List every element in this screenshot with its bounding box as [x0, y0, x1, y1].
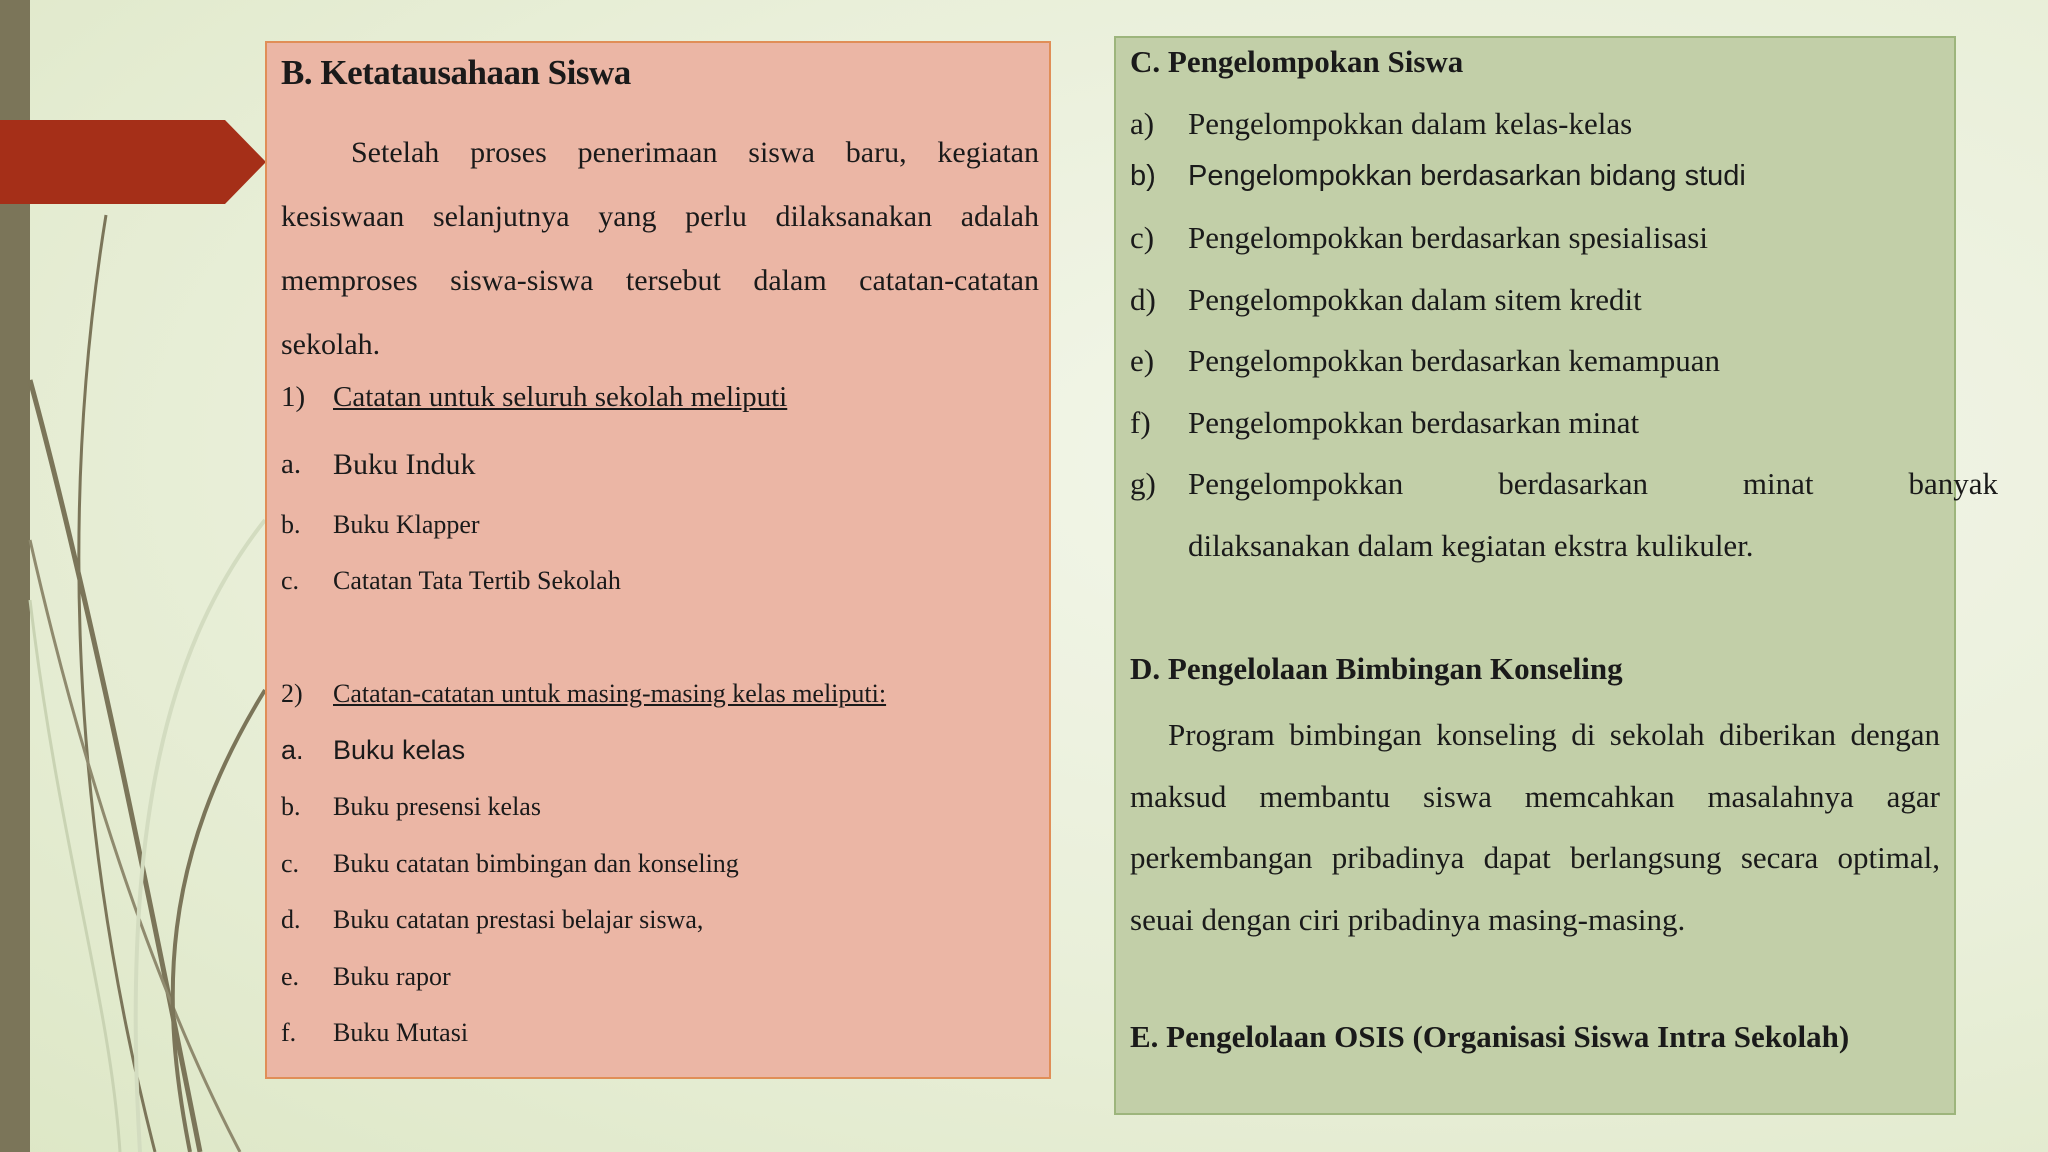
list-1-item-text: Catatan Tata Tertib Sekolah: [333, 566, 621, 595]
list-2-item-label: e.: [281, 962, 300, 991]
list-item-label: g): [1130, 466, 1156, 501]
section-d-title-letter: D: [1130, 651, 1153, 686]
list-2-item-label: a.: [281, 735, 304, 765]
section-b-paragraph-text: Setelah proses penerimaan siswa baru, kegiatan kesiswaan selanjutnya yang perlu dilaksanakan adalah memproses siswa-siswa tersebut dalam catatan-catatan sekolah.: [281, 136, 1039, 361]
list-item-label: f): [1130, 405, 1151, 440]
list-2-item-text: Buku rapor: [333, 962, 451, 991]
list-item-label: d): [1130, 282, 1156, 317]
list-1-number: 1): [281, 381, 306, 413]
section-b-title: B. Ketatausahaan Siswa: [281, 53, 631, 92]
list-item-text: Pengelompokkan berdasarkan bidang studi: [1188, 160, 1746, 192]
list-2-heading: Catatan-catatan untuk masing-masing kelas meliputi:: [333, 679, 887, 708]
list-1-item-label: a.: [281, 448, 302, 480]
list-2-item-text: Buku catatan bimbingan dan konseling: [333, 849, 739, 878]
section-cde-box: [1114, 36, 1998, 1115]
section-e-title: E. Pengelolaan OSIS (Organisasi Siswa Intra Sekolah): [1130, 1019, 1850, 1054]
list-2-item-label: f.: [281, 1018, 297, 1047]
list-item-label: c): [1130, 220, 1155, 255]
list-1-item-label: b.: [281, 510, 301, 539]
section-d-paragraph: [1130, 704, 1940, 950]
list-2-item-text: Buku kelas: [333, 735, 466, 765]
section-d-paragraph-text: Program bimbingan konseling di sekolah diberikan dengan maksud membantu siswa memcahkan masalahnya agar perkembangan pribadinya dapat berlangsung secara optimal, seuai dengan ciri pribadinya masing-masing.: [1130, 717, 1940, 937]
section-d-title-text: . Pengelolaan Bimbingan Konseling: [1152, 651, 1623, 686]
list-2-item-text: Buku catatan prestasi belajar siswa,: [333, 905, 704, 934]
list-item-text: Pengelompokkan berdasarkan kemampuan: [1188, 343, 1720, 378]
list-2-item-label: c.: [281, 849, 300, 878]
list-1-item-text: Buku Klapper: [333, 510, 480, 539]
list-2-item-label: d.: [281, 905, 301, 934]
list-2-item-text: Buku Mutasi: [333, 1018, 469, 1047]
list-item-label: b): [1130, 160, 1156, 192]
list-item-text: Pengelompokkan berdasarkan minat banyak: [1188, 466, 1998, 501]
list-item-text: Pengelompokkan dalam kelas-kelas: [1188, 106, 1633, 141]
arrow-shape: [0, 120, 266, 204]
list-2-number: 2): [281, 679, 303, 708]
section-d-title: [1130, 651, 1623, 687]
list-item-label: e): [1130, 343, 1155, 378]
arrow-tab-icon: [0, 120, 266, 204]
list-item-label: a): [1130, 106, 1155, 141]
list-2-item-text: Buku presensi kelas: [333, 792, 541, 821]
section-b-paragraph: [281, 121, 1039, 377]
list-item-continuation: dilaksanakan dalam kegiatan ekstra kulikuler.: [1188, 528, 1754, 563]
section-b-box: [265, 41, 1051, 1079]
list-item-text: Pengelompokkan berdasarkan spesialisasi: [1188, 220, 1708, 255]
list-1-item-text: Buku Induk: [333, 448, 476, 481]
list-2-item-label: b.: [281, 792, 301, 821]
list-item-text: Pengelompokkan berdasarkan minat: [1188, 405, 1640, 440]
list-item-text: Pengelompokkan dalam sitem kredit: [1188, 282, 1642, 317]
list-1-heading: Catatan untuk seluruh sekolah meliputi: [333, 381, 788, 413]
section-c-title: C. Pengelompokan Siswa: [1130, 44, 1464, 79]
list-1-item-label: c.: [281, 566, 300, 595]
